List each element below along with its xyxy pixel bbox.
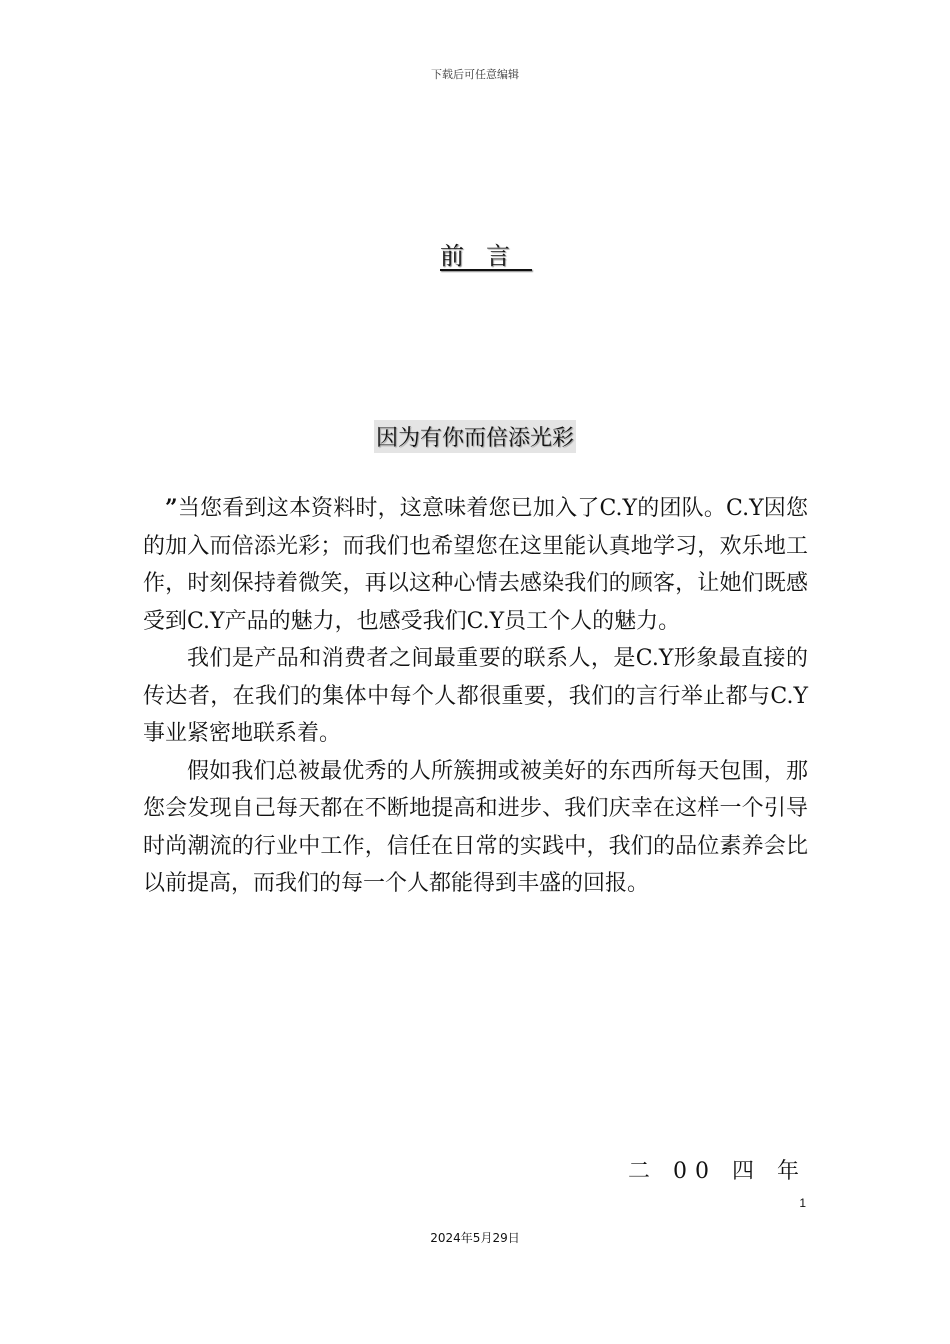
paragraph-1 — [143, 490, 808, 640]
quote-mark: ” — [165, 495, 178, 521]
header-note: 下载后可任意编辑 — [431, 68, 519, 81]
paragraph-2: 我们是产品和消费者之间最重要的联系人，是C.Y形象最直接的传达者，在我们的集体中每个人都很重要，我们的言行举止都与C.Y事业紧密地联系着。 — [143, 646, 808, 746]
footer-date: 2024年5月29日 — [430, 1231, 520, 1245]
paragraph-1-text: 当您看到这本资料时，这意味着您已加入了C.Y的团队。C.Y因您的加入而倍添光彩；而我们也希望您在这里能认真地学习，欢乐地工作，时刻保持着微笑，再以这种心情去感染我们的顾客，让她们既感受到C.Y产品的魅力，也感受我们C.Y员工个人的魅力。 — [143, 496, 808, 634]
subtitle-container — [0, 420, 950, 453]
body-text — [143, 490, 808, 903]
page-title-container — [0, 236, 950, 271]
subtitle: 因为有你而倍添光彩 — [374, 420, 576, 453]
page-title: 前言 — [440, 242, 532, 270]
signature-year: 二 00 四 年 — [628, 1159, 807, 1184]
paragraph-3: 假如我们总被最优秀的人所簇拥或被美好的东西所每天包围，那您会发现自己每天都在不断地提高和进步、我们庆幸在这样一个引导时尚潮流的行业中工作，信任在日常的实践中，我们的品位素养会比以前提高，而我们的每一个人都能得到丰盛的回报。 — [143, 758, 808, 896]
page-number: 1 — [799, 1196, 806, 1210]
